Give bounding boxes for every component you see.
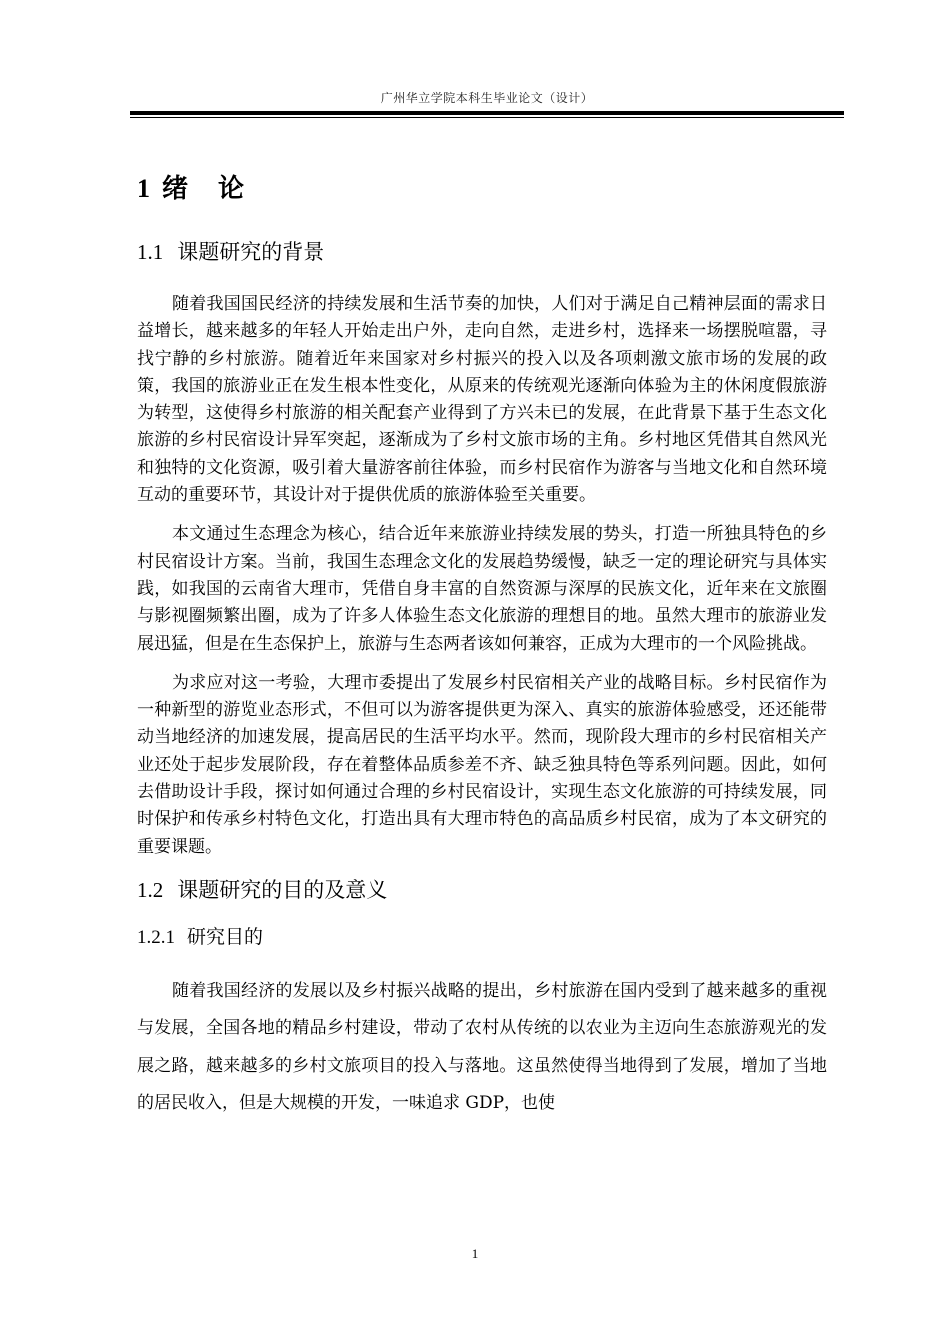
paragraph: 本文通过生态理念为核心，结合近年来旅游业持续发展的势头，打造一所独具特色的乡村民宿设计方案。当前，我国生态理念文化的发展趋势缓慢，缺乏一定的理论研究与具体实践，如我国的云南省大理市，凭借自身丰富的自然资源与深厚的民族文化，近年来在文旅圈与影视圈频繁出圈，成为了许多人体验生态文化旅游的理想目的地。虽然大理市的旅游业发展迅猛，但是在生态保护上，旅游与生态两者该如何兼容，正成为大理市的一个风险挑战。 (137, 524, 827, 654)
paragraph: 随着我国经济的发展以及乡村振兴战略的提出，乡村旅游在国内受到了越来越多的重视与发展，全国各地的精品乡村建设，带动了农村从传统的以农业为主迈向生态旅游观光的发展之路，越来越多的乡村文旅项目的投入与落地。这虽然使得当地得到了发展，增加了当地的居民收入，但是大规模的开发，一味追求 GDP，也使 (137, 980, 827, 1114)
subsection-title: 研究目的 (187, 925, 264, 948)
running-header: 广州华立学院本科生毕业论文（设计） (380, 91, 594, 105)
chapter-heading (137, 166, 827, 212)
section-heading-1-2 (137, 874, 827, 906)
chapter-title-part1: 绪 (162, 174, 189, 204)
page-number: 1 (471, 1246, 479, 1261)
header-rule-thick (130, 111, 844, 115)
subsection-number: 1.2.1 (137, 926, 175, 948)
section-title: 课题研究的目的及意义 (177, 877, 388, 902)
section-heading-1-1 (137, 236, 827, 268)
header-rule-thin (130, 117, 844, 118)
paragraph: 为求应对这一考验，大理市委提出了发展乡村民宿相关产业的战略目标。乡村民宿作为一种新型的游览业态形式，不但可以为游客提供更为深入、真实的旅游体验感受，还还能带动当地经济的加速发展，提高居民的生活平均水平。然而，现阶段大理市的乡村民宿相关产业还处于起步发展阶段，存在着整体品质参差不齐、缺乏独具特色等系列问题。因此，如何去借助设计手段，探讨如何通过合理的乡村民宿设计，实现生态文化旅游的可持续发展，同时保护和传承乡村特色文化，打造出具有大理市特色的高品质乡村民宿，成为了本文研究的重要课题。 (137, 672, 827, 857)
chapter-title-part2: 论 (218, 174, 245, 204)
section-title: 课题研究的背景 (177, 240, 325, 264)
paragraph: 随着我国国民经济的持续发展和生活节奏的加快，人们对于满足自己精神层面的需求日益增长，越来越多的年轻人开始走出户外，走向自然，走进乡村，选择来一场摆脱喧嚣，寻找宁静的乡村旅游。随着近年来国家对乡村振兴的投入以及各项刺激文旅市场的发展的政策，我国的旅游业正在发生根本性变化，从原来的传统观光逐渐向体验为主的休闲度假旅游为转型，这使得乡村旅游的相关配套产业得到了方兴未已的发展，在此背景下基于生态文化旅游的乡村民宿设计异军突起，逐渐成为了乡村文旅市场的主角。乡村地区凭借其自然风光和独特的文化资源，吸引着大量游客前往体验，而乡村民宿作为游客与当地文化和自然环境互动的重要环节，其设计对于提供优质的旅游体验至关重要。 (137, 294, 827, 506)
section-number: 1.2 (137, 877, 164, 902)
chapter-number: 1 (137, 174, 150, 203)
section-number: 1.1 (137, 240, 164, 264)
subsection-heading-1-2-1 (137, 922, 827, 953)
page-body (137, 166, 827, 1123)
